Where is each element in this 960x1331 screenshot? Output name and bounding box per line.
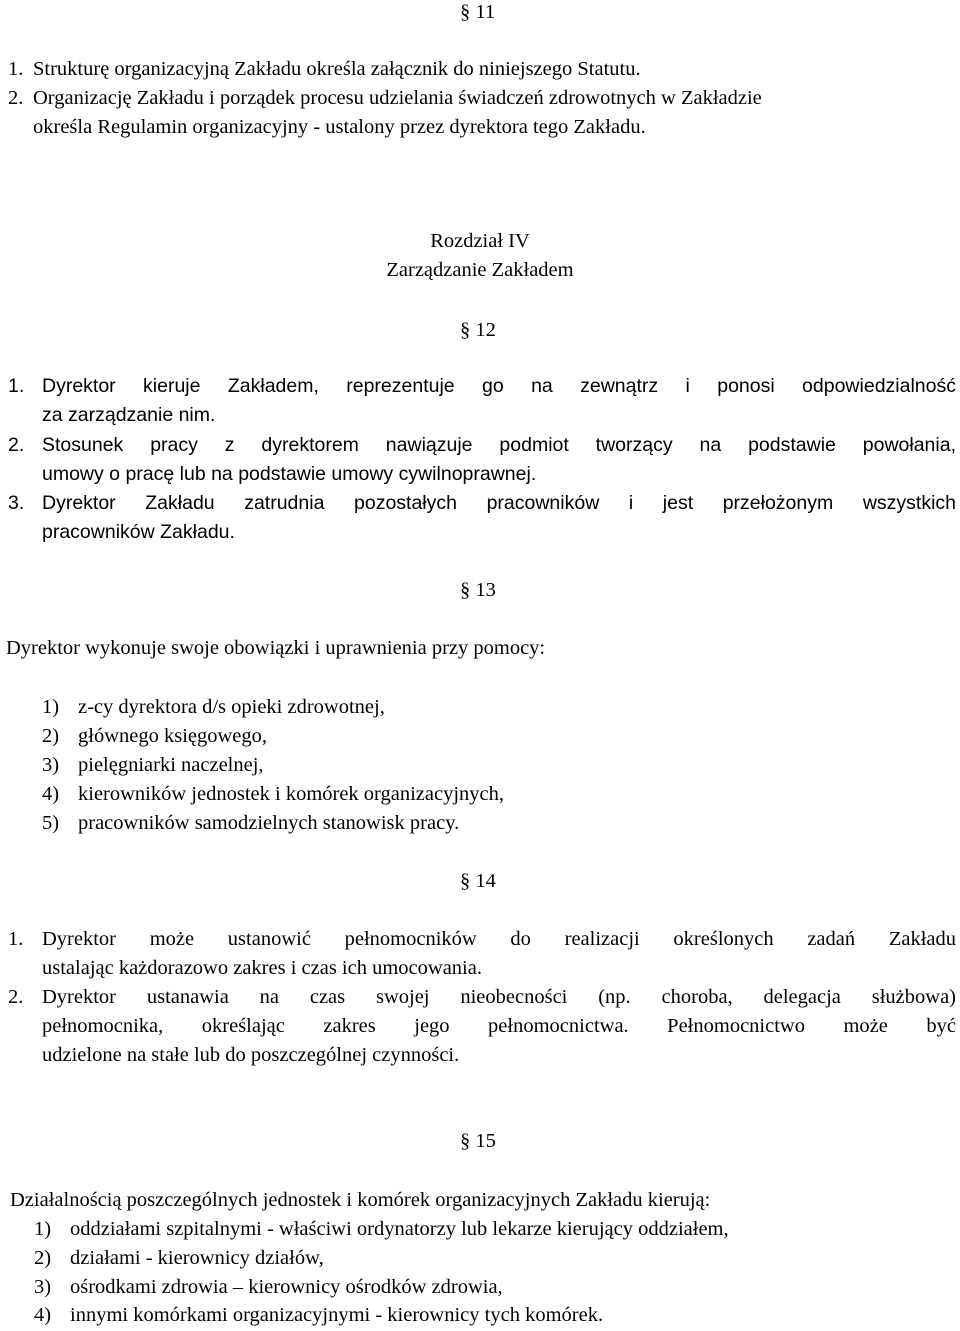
list-item-text: Dyrektor Zakładu zatrudnia pozostałych pracowników i jest przełożonym wszystkich bbox=[42, 492, 956, 514]
section-13-intro: Dyrektor wykonuje swoje obowiązki i uprawnienia przy pomocy: bbox=[6, 637, 546, 659]
list-item-number: 1) bbox=[42, 696, 60, 718]
list-item-text-continued: umowy o pracę lub na podstawie umowy cywilnoprawnej. bbox=[42, 463, 537, 485]
list-item-text: innymi komórkami organizacyjnymi - kierownicy tych komórek. bbox=[70, 1304, 604, 1326]
list-item-number: 3. bbox=[8, 492, 25, 514]
list-item-number: 2. bbox=[8, 87, 24, 109]
list-item-number: 1. bbox=[8, 375, 25, 397]
list-item-text-continued: pełnomocnika, określając zakres jego pełnomocnictwa. Pełnomocnictwo może być bbox=[42, 1015, 956, 1037]
list-item-number: 3) bbox=[42, 754, 60, 776]
list-item-text: Dyrektor ustanawia na czas swojej nieobecności (np. choroba, delegacja służbowa) bbox=[42, 986, 956, 1008]
list-item-text: głównego księgowego, bbox=[78, 725, 268, 747]
list-item-number: 1) bbox=[34, 1218, 52, 1240]
list-item-number: 1. bbox=[8, 928, 24, 950]
section-14-heading: § 14 bbox=[460, 870, 496, 892]
list-item-number: 2. bbox=[8, 986, 24, 1008]
list-item-text-continued: określa Regulamin organizacyjny - ustalony przez dyrektora tego Zakładu. bbox=[33, 116, 646, 138]
section-13-heading: § 13 bbox=[460, 579, 496, 601]
list-item-text: pielęgniarki naczelnej, bbox=[78, 754, 264, 776]
section-15-intro: Działalnością poszczególnych jednostek i komórek organizacyjnych Zakładu kierują: bbox=[10, 1189, 711, 1211]
section-12-heading: § 12 bbox=[460, 319, 496, 341]
list-item-text: Dyrektor kieruje Zakładem, reprezentuje go na zewnątrz i ponosi odpowiedzialność bbox=[42, 375, 956, 397]
list-item-number: 2. bbox=[8, 434, 25, 456]
list-item-text: kierowników jednostek i komórek organizacyjnych, bbox=[78, 783, 505, 805]
list-item-text-continued: ustalając każdorazowo zakres i czas ich umocowania. bbox=[42, 957, 482, 979]
list-item-number: 1. bbox=[8, 58, 24, 80]
list-item-text-continued: udzielone na stałe lub do poszczególnej czynności. bbox=[42, 1044, 460, 1066]
list-item-text: Stosunek pracy z dyrektorem nawiązuje podmiot tworzący na podstawie powołania, bbox=[42, 434, 956, 456]
list-item-text: Dyrektor może ustanowić pełnomocników do realizacji określonych zadań Zakładu bbox=[42, 928, 956, 950]
list-item-text: Strukturę organizacyjną Zakładu określa załącznik do niniejszego Statutu. bbox=[33, 58, 641, 80]
list-item-text: pracowników samodzielnych stanowisk pracy. bbox=[78, 812, 460, 834]
list-item-text-continued: za zarządzanie nim. bbox=[42, 404, 216, 426]
list-item-text: oddziałami szpitalnymi - właściwi ordynatorzy lub lekarze kierujący oddziałem, bbox=[70, 1218, 729, 1240]
chapter-subtitle: Zarządzanie Zakładem bbox=[386, 259, 574, 281]
section-15-heading: § 15 bbox=[460, 1130, 496, 1152]
list-item-number: 5) bbox=[42, 812, 60, 834]
list-item-number: 4) bbox=[42, 783, 60, 805]
list-item-number: 2) bbox=[42, 725, 60, 747]
list-item-text: ośrodkami zdrowia – kierownicy ośrodków zdrowia, bbox=[70, 1276, 503, 1298]
list-item-text: z-cy dyrektora d/s opieki zdrowotnej, bbox=[78, 696, 385, 718]
list-item-text: działami - kierownicy działów, bbox=[70, 1247, 324, 1269]
chapter-title: Rozdział IV bbox=[430, 230, 530, 252]
list-item-number: 4) bbox=[34, 1304, 52, 1326]
section-11-heading: § 11 bbox=[460, 1, 496, 23]
list-item-number: 3) bbox=[34, 1276, 52, 1298]
list-item-text: Organizację Zakładu i porządek procesu udzielania świadczeń zdrowotnych w Zakładzie bbox=[33, 87, 762, 109]
list-item-text-continued: pracowników Zakładu. bbox=[42, 521, 235, 543]
list-item-number: 2) bbox=[34, 1247, 52, 1269]
